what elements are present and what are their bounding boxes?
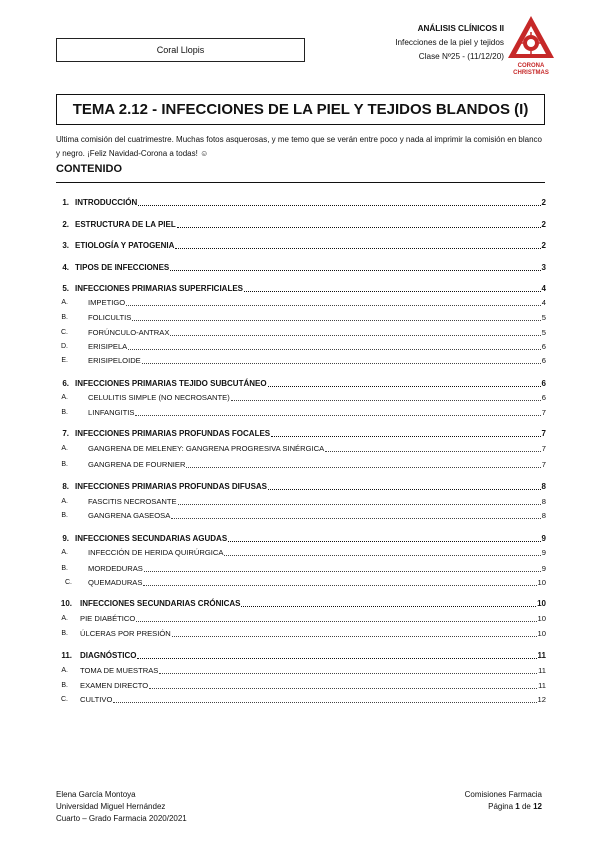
toc-leader-dots <box>136 621 536 622</box>
logo-word-christmas: CHRISTMAS <box>513 69 549 76</box>
title-text: TEMA 2.12 - INFECCIONES DE LA PIEL Y TEJIDOS BLANDOS (I) <box>72 101 529 118</box>
toc-page-number: 5 <box>541 313 546 322</box>
toc-leader-dots <box>186 467 540 468</box>
toc-number: 6. <box>62 379 69 388</box>
toc-leader-dots <box>171 518 540 519</box>
toc-label[interactable]: MORDEDURAS <box>88 564 143 573</box>
toc-page-number: 11 <box>538 681 546 690</box>
toc-label[interactable]: PIE DIABÉTICO <box>80 614 136 623</box>
toc-page-number: 12 <box>537 695 546 704</box>
toc-page-number: 8 <box>541 511 546 520</box>
toc-leader-dots <box>135 415 540 416</box>
toc-number: C. <box>61 696 68 703</box>
toc-page-number: 7 <box>541 408 546 417</box>
toc-page-number: 7 <box>541 444 546 453</box>
document-title <box>56 94 545 125</box>
toc-subsection-row[interactable] <box>61 312 546 323</box>
toc-section-row[interactable] <box>61 650 546 661</box>
toc-subsection-row[interactable] <box>61 341 546 352</box>
toc-subsection-row[interactable] <box>61 563 546 574</box>
toc-section-row[interactable] <box>62 481 546 492</box>
toc-section-row[interactable] <box>60 598 546 609</box>
toc-page-number: 3 <box>541 263 546 272</box>
toc-subsection-row[interactable] <box>61 547 546 558</box>
toc-page-number: 2 <box>541 198 546 207</box>
toc-page-number: 6 <box>541 342 546 351</box>
contents-heading-text: CONTENIDO <box>56 163 122 175</box>
toc-leader-dots <box>271 436 540 437</box>
toc-page-number: 2 <box>541 241 546 250</box>
toc-subsection-row[interactable] <box>61 694 546 705</box>
toc-label[interactable]: DIAGNÓSTICO <box>80 651 137 660</box>
toc-number: A. <box>61 299 68 306</box>
page-total: 12 <box>533 802 542 811</box>
toc-subsection-row[interactable] <box>61 665 546 676</box>
toc-number: 2. <box>62 220 69 229</box>
toc-number: C. <box>61 329 68 336</box>
toc-leader-dots <box>175 248 540 249</box>
toc-leader-dots <box>178 504 541 505</box>
toc-section-row[interactable] <box>62 428 546 439</box>
toc-label[interactable]: QUEMADURAS <box>88 578 143 587</box>
toc-leader-dots <box>126 305 541 306</box>
toc-label[interactable]: INFECCIONES SECUNDARIAS AGUDAS <box>75 534 228 543</box>
toc-label[interactable]: GANGRENA DE MELENEY: GANGRENA PROGRESIVA SINÉRGICA <box>88 444 325 453</box>
toc-label[interactable]: FASCITIS NECROSANTE <box>88 497 177 506</box>
footer-left <box>56 789 187 825</box>
toc-number: A. <box>61 667 68 674</box>
footer-course: Cuarto – Grado Farmacia 2020/2021 <box>56 814 187 823</box>
page-sep: de <box>521 802 531 811</box>
toc-page-number: 7 <box>541 460 546 469</box>
toc-leader-dots <box>137 658 536 659</box>
toc-label[interactable]: INFECCIONES PRIMARIAS SUPERFICIALES <box>75 284 244 293</box>
toc-page-number: 6 <box>541 393 546 402</box>
toc-page-number: 11 <box>538 666 546 675</box>
subject-name: ANÁLISIS CLÍNICOS II <box>417 24 504 33</box>
toc-leader-dots <box>325 451 541 452</box>
toc-label[interactable]: TOMA DE MUESTRAS <box>80 666 159 675</box>
toc-label[interactable]: ETIOLOGÍA Y PATOGENIA <box>75 241 175 250</box>
toc-label[interactable]: CULTIVO <box>80 695 113 704</box>
toc-label[interactable]: CELULITIS SIMPLE (NO NECROSANTE) <box>88 393 230 402</box>
toc-subsection-row[interactable] <box>61 510 546 521</box>
toc-number: B. <box>61 512 68 519</box>
corona-christmas-logo <box>506 14 556 76</box>
toc-subsection-row[interactable] <box>61 459 546 470</box>
toc-number: 9. <box>62 534 69 543</box>
toc-section-row[interactable] <box>62 533 546 544</box>
toc-leader-dots <box>138 205 540 206</box>
toc-number: B. <box>61 409 68 416</box>
toc-number: B. <box>61 630 68 637</box>
toc-number: 5. <box>62 284 69 293</box>
toc-label[interactable]: LINFANGITIS <box>88 408 135 417</box>
toc-section-row[interactable] <box>62 378 546 389</box>
toc-leader-dots <box>159 673 537 674</box>
toc-subsection-row[interactable] <box>61 628 546 639</box>
toc-label[interactable]: FORÚNCULO-ANTRAX <box>88 328 170 337</box>
toc-page-number: 6 <box>541 356 546 365</box>
toc-page-number: 4 <box>541 298 546 307</box>
toc-leader-dots <box>142 363 541 364</box>
intro-paragraph: Ultima comisión del cuatrimestre. Muchas fotos asquerosas, y me temo que se verán entre poco y nada al imprimir la comisión en blanco y negro. ¡Feliz Navidad-Corona a todas! ☺ <box>56 135 542 158</box>
toc-number: B. <box>61 565 68 572</box>
toc-leader-dots <box>170 335 540 336</box>
toc-page-number: 7 <box>541 429 546 438</box>
tree-triangle-icon <box>506 14 556 62</box>
toc-subsection-row[interactable] <box>61 680 546 691</box>
toc-label[interactable]: INFECCIONES PRIMARIAS TEJIDO SUBCUTÁNEO <box>75 379 267 388</box>
toc-number: 7. <box>62 429 69 438</box>
toc-leader-dots <box>268 386 541 387</box>
author-name: Coral Llopis <box>156 45 205 55</box>
toc-page-number: 6 <box>541 379 546 388</box>
toc-leader-dots <box>144 571 541 572</box>
toc-subsection-row[interactable] <box>61 407 546 418</box>
toc-subsection-row[interactable] <box>65 577 546 588</box>
toc-label[interactable]: GANGRENA DE FOURNIER <box>88 460 186 469</box>
toc-label[interactable]: IMPETIGO <box>88 298 126 307</box>
toc-label[interactable]: INFECCIÓN DE HERIDA QUIRÚRGICA <box>88 548 224 557</box>
page-current: 1 <box>515 802 520 811</box>
logo-word-corona: CORONA <box>517 63 545 69</box>
toc-subsection-row[interactable] <box>61 355 546 366</box>
toc-number: A. <box>61 549 68 556</box>
toc-subsection-row[interactable] <box>61 327 546 338</box>
toc-label[interactable]: ÚLCERAS POR PRESIÓN <box>80 629 171 638</box>
toc-page-number: 10 <box>537 599 546 608</box>
page-prefix: Página <box>488 802 514 811</box>
toc-leader-dots <box>143 585 536 586</box>
toc-number: 8. <box>62 482 69 491</box>
footer-right <box>465 789 542 813</box>
author-box <box>56 38 305 62</box>
toc-number: B. <box>61 461 68 468</box>
toc-label[interactable]: INFECCIONES PRIMARIAS PROFUNDAS DIFUSAS <box>75 482 268 491</box>
toc-leader-dots <box>177 227 541 228</box>
toc-label[interactable]: ERISIPELOIDE <box>88 356 141 365</box>
toc-leader-dots <box>228 541 540 542</box>
toc-page-number: 9 <box>541 564 546 573</box>
toc-subsection-row[interactable] <box>61 496 546 507</box>
toc-subsection-row[interactable] <box>61 443 546 454</box>
toc-page-number: 9 <box>541 534 546 543</box>
toc-leader-dots <box>113 702 536 703</box>
toc-number: D. <box>61 343 68 350</box>
toc-number: A. <box>61 445 68 452</box>
toc-label[interactable]: EXAMEN DIRECTO <box>80 681 149 690</box>
toc-subsection-row[interactable] <box>61 613 546 624</box>
toc-number: B. <box>61 682 68 689</box>
toc-number: A. <box>61 498 68 505</box>
class-info: Clase Nº25 - (11/12/20) <box>418 52 504 61</box>
toc-page-number: 4 <box>541 284 546 293</box>
toc-page-number: 11 <box>537 651 546 660</box>
toc-leader-dots <box>172 636 537 637</box>
toc-section-row[interactable] <box>62 240 546 251</box>
toc-leader-dots <box>231 400 541 401</box>
toc-page-number: 5 <box>541 328 546 337</box>
toc-page-number: 9 <box>541 548 546 557</box>
toc-number: A. <box>61 394 68 401</box>
footer-author: Elena García Montoya <box>56 790 136 799</box>
toc-number: A. <box>61 615 68 622</box>
toc-leader-dots <box>244 291 541 292</box>
toc-page-number: 8 <box>541 482 546 491</box>
toc-number: 1. <box>62 198 69 207</box>
footer-university: Universidad Miguel Hernández <box>56 802 166 811</box>
toc-page-number: 10 <box>537 629 546 638</box>
toc-subsection-row[interactable] <box>61 297 546 308</box>
toc-leader-dots <box>268 489 541 490</box>
toc-page-number: 10 <box>537 614 546 623</box>
toc-section-row[interactable] <box>62 283 546 294</box>
footer-group: Comisiones Farmacia <box>464 790 542 799</box>
toc-label[interactable]: GANGRENA GASEOSA <box>88 511 171 520</box>
toc-number: 11. <box>61 651 72 660</box>
toc-leader-dots <box>170 270 540 271</box>
toc-page-number: 2 <box>541 220 546 229</box>
toc-number: E. <box>61 357 68 364</box>
toc-number: 10. <box>60 599 72 608</box>
toc-number: C. <box>65 579 72 586</box>
contents-heading <box>56 163 545 183</box>
toc-section-row[interactable] <box>62 219 546 230</box>
toc-label[interactable]: ESTRUCTURA DE LA PIEL <box>75 220 176 229</box>
toc-leader-dots <box>132 320 540 321</box>
toc-subsection-row[interactable] <box>61 392 546 403</box>
toc-leader-dots <box>149 688 537 689</box>
toc-section-row[interactable] <box>62 197 546 208</box>
toc-leader-dots <box>224 555 540 556</box>
toc-page-number: 8 <box>541 497 546 506</box>
toc-leader-dots <box>241 606 536 607</box>
page-number <box>465 801 542 813</box>
toc-leader-dots <box>128 349 541 350</box>
toc-label[interactable]: INTRODUCCIÓN <box>75 198 138 207</box>
toc-label[interactable]: INFECCIONES PRIMARIAS PROFUNDAS FOCALES <box>75 429 271 438</box>
toc-page-number: 10 <box>537 578 546 587</box>
toc-number: B. <box>61 314 68 321</box>
toc-label[interactable]: FOLICULTIS <box>88 313 132 322</box>
toc-section-row[interactable] <box>62 262 546 273</box>
topic-name: Infecciones de la piel y tejidos <box>395 38 504 47</box>
toc-number: 4. <box>62 263 69 272</box>
toc-label[interactable]: TIPOS DE INFECCIONES <box>75 263 170 272</box>
header-info <box>395 22 504 64</box>
toc-number: 3. <box>62 241 69 250</box>
logo-text <box>506 63 556 76</box>
toc-label[interactable]: INFECCIONES SECUNDARIAS CRÓNICAS <box>80 599 241 608</box>
toc-label[interactable]: ERISIPELA <box>88 342 128 351</box>
